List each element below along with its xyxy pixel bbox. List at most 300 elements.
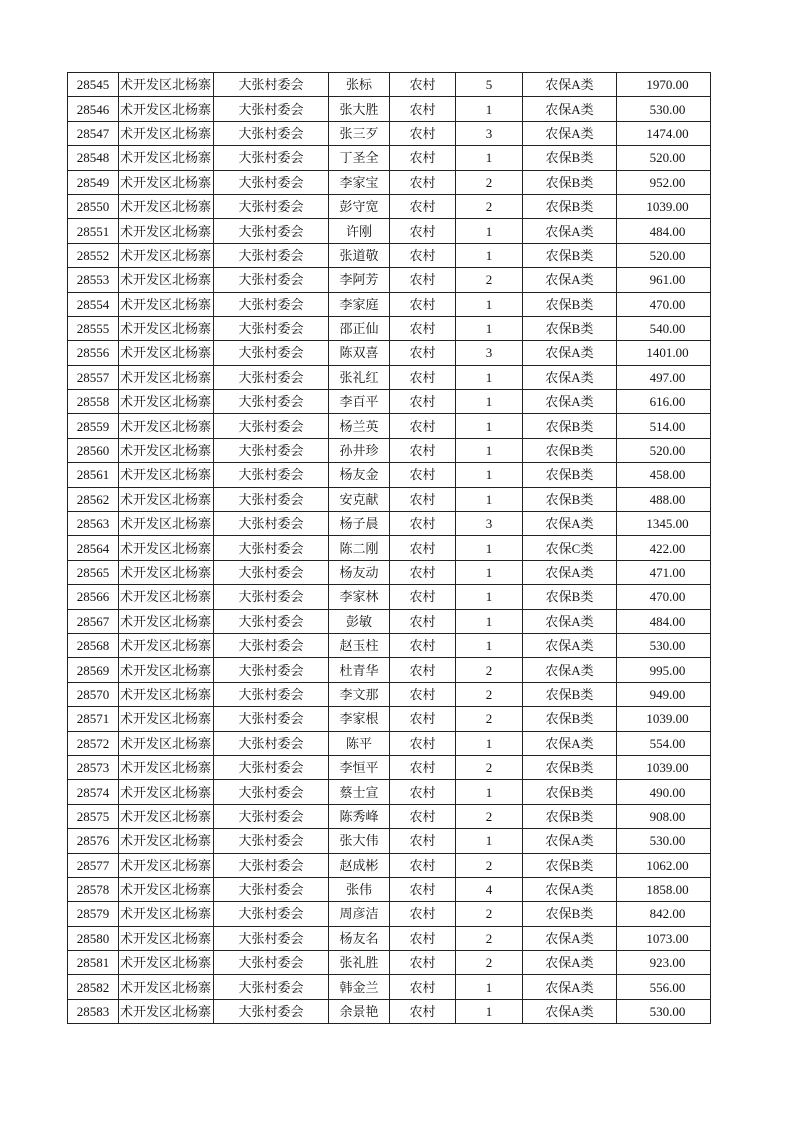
amount-cell: 1039.00: [617, 755, 711, 779]
record-id-cell: 28577: [68, 853, 119, 877]
family-count-cell: 2: [456, 170, 523, 194]
household-type-cell: 农村: [390, 121, 456, 145]
committee-cell: 大张村委会: [214, 341, 329, 365]
amount-cell: 1474.00: [617, 121, 711, 145]
area-cell: 术开发区北杨寨: [119, 414, 214, 438]
insurance-category-cell: 农保A类: [523, 365, 617, 389]
family-count-cell: 2: [456, 951, 523, 975]
family-count-cell: 1: [456, 219, 523, 243]
household-type-cell: 农村: [390, 536, 456, 560]
table-body: [68, 73, 711, 1024]
table-row: [68, 219, 711, 243]
family-count-cell: 1: [456, 390, 523, 414]
amount-cell: 1073.00: [617, 926, 711, 950]
area-cell: 术开发区北杨寨: [119, 243, 214, 267]
insurance-category-cell: 农保B类: [523, 194, 617, 218]
family-count-cell: 2: [456, 194, 523, 218]
amount-cell: 1039.00: [617, 194, 711, 218]
insurance-category-cell: 农保A类: [523, 560, 617, 584]
insurance-category-cell: 农保A类: [523, 829, 617, 853]
family-count-cell: 1: [456, 97, 523, 121]
household-type-cell: 农村: [390, 341, 456, 365]
committee-cell: 大张村委会: [214, 780, 329, 804]
table-row: [68, 121, 711, 145]
family-count-cell: 1: [456, 146, 523, 170]
household-type-cell: 农村: [390, 609, 456, 633]
family-count-cell: 1: [456, 365, 523, 389]
insurance-category-cell: 农保A类: [523, 975, 617, 999]
record-id-cell: 28560: [68, 438, 119, 462]
record-id-cell: 28558: [68, 390, 119, 414]
insurance-category-cell: 农保B类: [523, 804, 617, 828]
person-name-cell: 李恒平: [329, 755, 390, 779]
record-id-cell: 28552: [68, 243, 119, 267]
household-type-cell: 农村: [390, 780, 456, 804]
committee-cell: 大张村委会: [214, 755, 329, 779]
committee-cell: 大张村委会: [214, 731, 329, 755]
household-type-cell: 农村: [390, 365, 456, 389]
table-row: [68, 438, 711, 462]
amount-cell: 530.00: [617, 97, 711, 121]
family-count-cell: 3: [456, 341, 523, 365]
family-count-cell: 1: [456, 633, 523, 657]
person-name-cell: 赵成彬: [329, 853, 390, 877]
table-row: [68, 487, 711, 511]
table-row: [68, 292, 711, 316]
committee-cell: 大张村委会: [214, 487, 329, 511]
record-id-cell: 28553: [68, 268, 119, 292]
person-name-cell: 杨子晨: [329, 512, 390, 536]
household-type-cell: 农村: [390, 316, 456, 340]
area-cell: 术开发区北杨寨: [119, 658, 214, 682]
committee-cell: 大张村委会: [214, 146, 329, 170]
household-type-cell: 农村: [390, 707, 456, 731]
family-count-cell: 2: [456, 268, 523, 292]
table-row: [68, 707, 711, 731]
record-id-cell: 28546: [68, 97, 119, 121]
household-type-cell: 农村: [390, 755, 456, 779]
table-row: [68, 658, 711, 682]
person-name-cell: 李家根: [329, 707, 390, 731]
table-row: [68, 780, 711, 804]
committee-cell: 大张村委会: [214, 414, 329, 438]
table-row: [68, 609, 711, 633]
amount-cell: 1039.00: [617, 707, 711, 731]
table-row: [68, 243, 711, 267]
household-type-cell: 农村: [390, 585, 456, 609]
household-type-cell: 农村: [390, 731, 456, 755]
household-type-cell: 农村: [390, 658, 456, 682]
person-name-cell: 李阿芳: [329, 268, 390, 292]
record-id-cell: 28545: [68, 73, 119, 97]
record-id-cell: 28549: [68, 170, 119, 194]
area-cell: 术开发区北杨寨: [119, 829, 214, 853]
person-name-cell: 彭守宽: [329, 194, 390, 218]
family-count-cell: 1: [456, 585, 523, 609]
person-name-cell: 张道敬: [329, 243, 390, 267]
amount-cell: 908.00: [617, 804, 711, 828]
person-name-cell: 张礼红: [329, 365, 390, 389]
table-row: [68, 365, 711, 389]
committee-cell: 大张村委会: [214, 316, 329, 340]
area-cell: 术开发区北杨寨: [119, 194, 214, 218]
family-count-cell: 3: [456, 121, 523, 145]
table-row: [68, 926, 711, 950]
table-row: [68, 877, 711, 901]
area-cell: 术开发区北杨寨: [119, 463, 214, 487]
table-row: [68, 633, 711, 657]
area-cell: 术开发区北杨寨: [119, 487, 214, 511]
insurance-category-cell: 农保A类: [523, 268, 617, 292]
amount-cell: 540.00: [617, 316, 711, 340]
person-name-cell: 张大胜: [329, 97, 390, 121]
table-row: [68, 512, 711, 536]
family-count-cell: 2: [456, 682, 523, 706]
household-type-cell: 农村: [390, 438, 456, 462]
person-name-cell: 邵正仙: [329, 316, 390, 340]
insurance-category-cell: 农保B类: [523, 487, 617, 511]
family-count-cell: 1: [456, 487, 523, 511]
committee-cell: 大张村委会: [214, 292, 329, 316]
household-type-cell: 农村: [390, 926, 456, 950]
insurance-category-cell: 农保A类: [523, 877, 617, 901]
amount-cell: 556.00: [617, 975, 711, 999]
amount-cell: 490.00: [617, 780, 711, 804]
insurance-category-cell: 农保A类: [523, 341, 617, 365]
amount-cell: 520.00: [617, 146, 711, 170]
household-type-cell: 农村: [390, 512, 456, 536]
insurance-category-cell: 农保B类: [523, 585, 617, 609]
family-count-cell: 4: [456, 877, 523, 901]
area-cell: 术开发区北杨寨: [119, 170, 214, 194]
table-row: [68, 316, 711, 340]
committee-cell: 大张村委会: [214, 902, 329, 926]
record-id-cell: 28583: [68, 999, 119, 1023]
person-name-cell: 丁圣全: [329, 146, 390, 170]
table-row: [68, 146, 711, 170]
area-cell: 术开发区北杨寨: [119, 902, 214, 926]
record-id-cell: 28571: [68, 707, 119, 731]
area-cell: 术开发区北杨寨: [119, 731, 214, 755]
household-type-cell: 农村: [390, 414, 456, 438]
table-row: [68, 390, 711, 414]
record-id-cell: 28563: [68, 512, 119, 536]
household-type-cell: 农村: [390, 219, 456, 243]
person-name-cell: 安克献: [329, 487, 390, 511]
amount-cell: 952.00: [617, 170, 711, 194]
record-id-cell: 28562: [68, 487, 119, 511]
record-id-cell: 28559: [68, 414, 119, 438]
household-type-cell: 农村: [390, 170, 456, 194]
area-cell: 术开发区北杨寨: [119, 975, 214, 999]
household-type-cell: 农村: [390, 975, 456, 999]
family-count-cell: 2: [456, 707, 523, 731]
area-cell: 术开发区北杨寨: [119, 146, 214, 170]
record-id-cell: 28554: [68, 292, 119, 316]
household-type-cell: 农村: [390, 292, 456, 316]
person-name-cell: 蔡士宣: [329, 780, 390, 804]
insurance-category-cell: 农保A类: [523, 999, 617, 1023]
record-id-cell: 28557: [68, 365, 119, 389]
person-name-cell: 李文那: [329, 682, 390, 706]
area-cell: 术开发区北杨寨: [119, 73, 214, 97]
person-name-cell: 张伟: [329, 877, 390, 901]
amount-cell: 471.00: [617, 560, 711, 584]
table-row: [68, 560, 711, 584]
family-count-cell: 1: [456, 438, 523, 462]
insurance-category-cell: 农保A类: [523, 390, 617, 414]
table-row: [68, 975, 711, 999]
family-count-cell: 5: [456, 73, 523, 97]
area-cell: 术开发区北杨寨: [119, 292, 214, 316]
family-count-cell: 1: [456, 829, 523, 853]
table-row: [68, 829, 711, 853]
amount-cell: 530.00: [617, 999, 711, 1023]
table-row: [68, 804, 711, 828]
table-row: [68, 682, 711, 706]
person-name-cell: 陈平: [329, 731, 390, 755]
committee-cell: 大张村委会: [214, 560, 329, 584]
committee-cell: 大张村委会: [214, 194, 329, 218]
committee-cell: 大张村委会: [214, 609, 329, 633]
committee-cell: 大张村委会: [214, 390, 329, 414]
family-count-cell: 1: [456, 243, 523, 267]
family-count-cell: 2: [456, 804, 523, 828]
family-count-cell: 1: [456, 414, 523, 438]
insurance-category-cell: 农保A类: [523, 731, 617, 755]
insurance-category-cell: 农保B类: [523, 682, 617, 706]
family-count-cell: 1: [456, 780, 523, 804]
household-type-cell: 农村: [390, 633, 456, 657]
person-name-cell: 杨兰英: [329, 414, 390, 438]
family-count-cell: 3: [456, 512, 523, 536]
insurance-category-cell: 农保C类: [523, 536, 617, 560]
area-cell: 术开发区北杨寨: [119, 633, 214, 657]
record-id-cell: 28572: [68, 731, 119, 755]
table-row: [68, 951, 711, 975]
record-id-cell: 28564: [68, 536, 119, 560]
household-type-cell: 农村: [390, 560, 456, 584]
household-type-cell: 农村: [390, 97, 456, 121]
area-cell: 术开发区北杨寨: [119, 853, 214, 877]
insurance-category-cell: 农保A类: [523, 97, 617, 121]
amount-cell: 484.00: [617, 219, 711, 243]
amount-cell: 470.00: [617, 585, 711, 609]
record-id-cell: 28561: [68, 463, 119, 487]
area-cell: 术开发区北杨寨: [119, 390, 214, 414]
person-name-cell: 杨友金: [329, 463, 390, 487]
committee-cell: 大张村委会: [214, 97, 329, 121]
family-count-cell: 2: [456, 658, 523, 682]
area-cell: 术开发区北杨寨: [119, 438, 214, 462]
insurance-category-cell: 农保B类: [523, 463, 617, 487]
insurance-category-cell: 农保A类: [523, 512, 617, 536]
amount-cell: 923.00: [617, 951, 711, 975]
person-name-cell: 李家林: [329, 585, 390, 609]
insurance-category-cell: 农保A类: [523, 219, 617, 243]
household-type-cell: 农村: [390, 877, 456, 901]
committee-cell: 大张村委会: [214, 243, 329, 267]
insurance-category-cell: 农保B类: [523, 755, 617, 779]
household-type-cell: 农村: [390, 487, 456, 511]
record-id-cell: 28576: [68, 829, 119, 853]
household-type-cell: 农村: [390, 853, 456, 877]
table-row: [68, 73, 711, 97]
insurance-category-cell: 农保B类: [523, 902, 617, 926]
committee-cell: 大张村委会: [214, 585, 329, 609]
person-name-cell: 许刚: [329, 219, 390, 243]
person-name-cell: 张大伟: [329, 829, 390, 853]
area-cell: 术开发区北杨寨: [119, 780, 214, 804]
amount-cell: 514.00: [617, 414, 711, 438]
household-type-cell: 农村: [390, 463, 456, 487]
record-id-cell: 28567: [68, 609, 119, 633]
table-row: [68, 731, 711, 755]
household-type-cell: 农村: [390, 829, 456, 853]
record-id-cell: 28581: [68, 951, 119, 975]
household-type-cell: 农村: [390, 951, 456, 975]
amount-cell: 422.00: [617, 536, 711, 560]
amount-cell: 995.00: [617, 658, 711, 682]
committee-cell: 大张村委会: [214, 633, 329, 657]
committee-cell: 大张村委会: [214, 853, 329, 877]
area-cell: 术开发区北杨寨: [119, 121, 214, 145]
person-name-cell: 余景艳: [329, 999, 390, 1023]
amount-cell: 458.00: [617, 463, 711, 487]
family-count-cell: 2: [456, 853, 523, 877]
record-id-cell: 28556: [68, 341, 119, 365]
person-name-cell: 周彦洁: [329, 902, 390, 926]
record-id-cell: 28579: [68, 902, 119, 926]
committee-cell: 大张村委会: [214, 999, 329, 1023]
insurance-category-cell: 农保B类: [523, 170, 617, 194]
record-id-cell: 28550: [68, 194, 119, 218]
committee-cell: 大张村委会: [214, 829, 329, 853]
amount-cell: 530.00: [617, 829, 711, 853]
person-name-cell: 杜青华: [329, 658, 390, 682]
person-name-cell: 陈二刚: [329, 536, 390, 560]
record-id-cell: 28555: [68, 316, 119, 340]
insurance-category-cell: 农保A类: [523, 951, 617, 975]
record-id-cell: 28569: [68, 658, 119, 682]
person-name-cell: 彭敏: [329, 609, 390, 633]
table-row: [68, 902, 711, 926]
committee-cell: 大张村委会: [214, 73, 329, 97]
table-row: [68, 853, 711, 877]
person-name-cell: 李家庭: [329, 292, 390, 316]
committee-cell: 大张村委会: [214, 365, 329, 389]
insurance-category-cell: 农保B类: [523, 853, 617, 877]
insurance-category-cell: 农保B类: [523, 292, 617, 316]
area-cell: 术开发区北杨寨: [119, 341, 214, 365]
person-name-cell: 张三歹: [329, 121, 390, 145]
table-row: [68, 463, 711, 487]
person-name-cell: 赵玉柱: [329, 633, 390, 657]
area-cell: 术开发区北杨寨: [119, 707, 214, 731]
household-type-cell: 农村: [390, 390, 456, 414]
area-cell: 术开发区北杨寨: [119, 219, 214, 243]
person-name-cell: 张标: [329, 73, 390, 97]
area-cell: 术开发区北杨寨: [119, 804, 214, 828]
amount-cell: 554.00: [617, 731, 711, 755]
area-cell: 术开发区北杨寨: [119, 585, 214, 609]
table-row: [68, 97, 711, 121]
area-cell: 术开发区北杨寨: [119, 560, 214, 584]
beneficiary-table: [67, 72, 711, 1024]
record-id-cell: 28570: [68, 682, 119, 706]
amount-cell: 1858.00: [617, 877, 711, 901]
family-count-cell: 1: [456, 316, 523, 340]
person-name-cell: 陈双喜: [329, 341, 390, 365]
table-row: [68, 536, 711, 560]
table-row: [68, 341, 711, 365]
amount-cell: 488.00: [617, 487, 711, 511]
amount-cell: 484.00: [617, 609, 711, 633]
committee-cell: 大张村委会: [214, 926, 329, 950]
insurance-category-cell: 农保A类: [523, 633, 617, 657]
table-row: [68, 999, 711, 1023]
person-name-cell: 韩金兰: [329, 975, 390, 999]
committee-cell: 大张村委会: [214, 658, 329, 682]
amount-cell: 1401.00: [617, 341, 711, 365]
household-type-cell: 农村: [390, 682, 456, 706]
record-id-cell: 28573: [68, 755, 119, 779]
committee-cell: 大张村委会: [214, 438, 329, 462]
amount-cell: 1062.00: [617, 853, 711, 877]
amount-cell: 961.00: [617, 268, 711, 292]
insurance-category-cell: 农保B类: [523, 414, 617, 438]
family-count-cell: 1: [456, 463, 523, 487]
record-id-cell: 28551: [68, 219, 119, 243]
area-cell: 术开发区北杨寨: [119, 97, 214, 121]
area-cell: 术开发区北杨寨: [119, 365, 214, 389]
person-name-cell: 杨友动: [329, 560, 390, 584]
family-count-cell: 2: [456, 926, 523, 950]
amount-cell: 1970.00: [617, 73, 711, 97]
area-cell: 术开发区北杨寨: [119, 999, 214, 1023]
table-row: [68, 194, 711, 218]
family-count-cell: 1: [456, 731, 523, 755]
amount-cell: 520.00: [617, 243, 711, 267]
record-id-cell: 28568: [68, 633, 119, 657]
amount-cell: 470.00: [617, 292, 711, 316]
insurance-category-cell: 农保B类: [523, 146, 617, 170]
area-cell: 术开发区北杨寨: [119, 877, 214, 901]
family-count-cell: 1: [456, 536, 523, 560]
household-type-cell: 农村: [390, 999, 456, 1023]
committee-cell: 大张村委会: [214, 463, 329, 487]
area-cell: 术开发区北杨寨: [119, 755, 214, 779]
area-cell: 术开发区北杨寨: [119, 268, 214, 292]
family-count-cell: 1: [456, 999, 523, 1023]
amount-cell: 842.00: [617, 902, 711, 926]
insurance-category-cell: 农保B类: [523, 243, 617, 267]
insurance-category-cell: 农保A类: [523, 658, 617, 682]
committee-cell: 大张村委会: [214, 219, 329, 243]
committee-cell: 大张村委会: [214, 536, 329, 560]
insurance-category-cell: 农保B类: [523, 438, 617, 462]
amount-cell: 497.00: [617, 365, 711, 389]
insurance-category-cell: 农保B类: [523, 316, 617, 340]
area-cell: 术开发区北杨寨: [119, 682, 214, 706]
amount-cell: 520.00: [617, 438, 711, 462]
committee-cell: 大张村委会: [214, 951, 329, 975]
insurance-category-cell: 农保A类: [523, 609, 617, 633]
household-type-cell: 农村: [390, 73, 456, 97]
amount-cell: 616.00: [617, 390, 711, 414]
household-type-cell: 农村: [390, 146, 456, 170]
insurance-category-cell: 农保A类: [523, 73, 617, 97]
